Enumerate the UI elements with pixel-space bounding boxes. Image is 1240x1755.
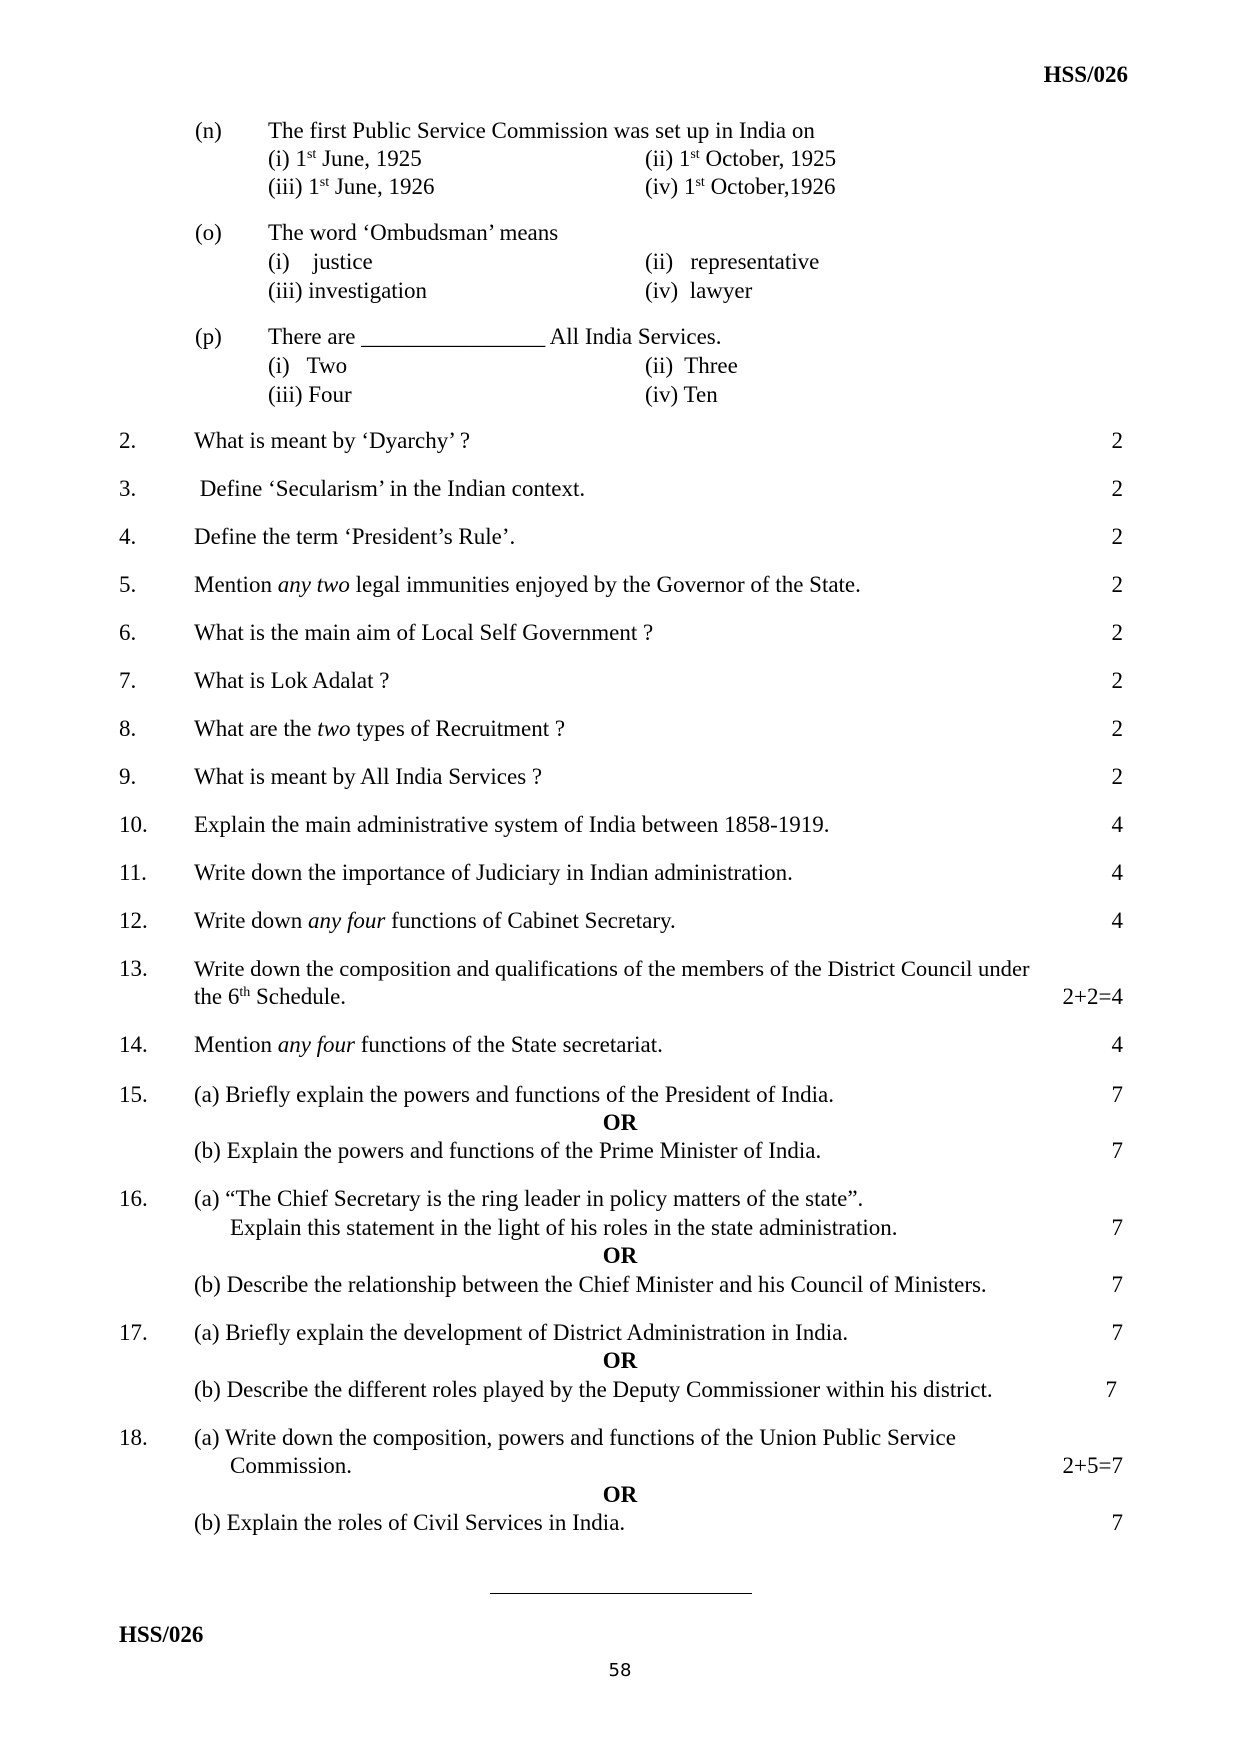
- mcq-option: (i) Two: [268, 353, 348, 378]
- question-number: 10.: [119, 812, 148, 837]
- question-number: 13.: [119, 956, 148, 981]
- question-marks: 7: [1111, 1138, 1123, 1163]
- question-part-a: (a) Write down the composition, powers and functions of the Union Public Service: [194, 1425, 956, 1450]
- question-number: 9.: [119, 764, 137, 789]
- question-text: Define ‘Secularism’ in the Indian context.: [194, 476, 586, 501]
- question-number: 15.: [119, 1082, 148, 1107]
- mcq-option: (i) justice: [268, 249, 373, 274]
- question-text: What is Lok Adalat ?: [194, 668, 390, 693]
- mcq-option: (ii) representative: [645, 249, 820, 274]
- mcq-option: (iii) 1st June, 1926: [268, 174, 435, 199]
- mcq-option: (ii) Three: [645, 353, 738, 378]
- question-marks: 7: [1111, 1320, 1123, 1345]
- question-number: 6.: [119, 620, 137, 645]
- question-text: What is the main aim of Local Self Government ?: [194, 620, 654, 645]
- question-marks: 2+5=7: [1062, 1453, 1123, 1478]
- mcq-option: (iv) Ten: [645, 382, 718, 407]
- mcq-letter: (n): [195, 118, 222, 143]
- question-text: Mention any four functions of the State secretariat.: [194, 1032, 663, 1057]
- question-part-b: (b) Describe the different roles played by the Deputy Commissioner within his district.: [194, 1377, 993, 1402]
- question-text: Write down the importance of Judiciary in Indian administration.: [194, 860, 793, 885]
- question-number: 2.: [119, 428, 137, 453]
- question-marks: 2: [1111, 668, 1123, 693]
- or-separator: OR: [602, 1110, 638, 1135]
- mcq-option: (i) 1st June, 1925: [268, 146, 422, 171]
- or-separator: OR: [602, 1482, 638, 1507]
- question-number: 3.: [119, 476, 137, 501]
- question-text: Mention any two legal immunities enjoyed by the Governor of the State.: [194, 572, 861, 597]
- paper-code-footer: HSS/026: [119, 1622, 204, 1647]
- question-part-a: (a) Briefly explain the development of District Administration in India.: [194, 1320, 849, 1345]
- end-rule: [490, 1593, 752, 1594]
- question-marks: 4: [1111, 812, 1123, 837]
- question-marks: 4: [1111, 908, 1123, 933]
- mcq-question: The word ‘Ombudsman’ means: [268, 220, 559, 245]
- mcq-option: (iv) 1st October,1926: [645, 174, 836, 199]
- question-number: 4.: [119, 524, 137, 549]
- paper-code-header: HSS/026: [1043, 62, 1128, 87]
- mcq-letter: (o): [195, 220, 222, 245]
- question-marks: 2+2=4: [1062, 984, 1123, 1009]
- mcq-option: (iv) lawyer: [645, 278, 753, 303]
- question-marks: 7: [1111, 1082, 1123, 1107]
- question-number: 11.: [119, 860, 147, 885]
- question-text: Write down the composition and qualifications of the members of the District Council under: [194, 956, 1030, 981]
- question-part-a: (a) “The Chief Secretary is the ring leader in policy matters of the state”.: [194, 1186, 864, 1211]
- question-number: 17.: [119, 1320, 148, 1345]
- question-marks: 2: [1111, 620, 1123, 645]
- question-marks: 2: [1111, 764, 1123, 789]
- or-separator: OR: [602, 1348, 638, 1373]
- question-number: 18.: [119, 1425, 148, 1450]
- question-text: What is meant by All India Services ?: [194, 764, 543, 789]
- question-text: Explain the main administrative system of India between 1858-1919.: [194, 812, 830, 837]
- question-marks: 7: [1105, 1377, 1117, 1402]
- page-number: 58: [608, 1660, 632, 1681]
- question-marks: 4: [1111, 860, 1123, 885]
- question-part-b: (b) Explain the powers and functions of the Prime Minister of India.: [194, 1138, 822, 1163]
- question-marks: 2: [1111, 572, 1123, 597]
- question-text-line2: the 6th Schedule.: [194, 984, 347, 1009]
- question-marks: 7: [1111, 1510, 1123, 1535]
- question-marks: 2: [1111, 716, 1123, 741]
- question-part-a: (a) Briefly explain the powers and functions of the President of India.: [194, 1082, 834, 1107]
- question-number: 14.: [119, 1032, 148, 1057]
- mcq-question: There are ________________ All India Services.: [268, 324, 722, 349]
- question-text: What are the two types of Recruitment ?: [194, 716, 566, 741]
- mcq-option: (ii) 1st October, 1925: [645, 146, 837, 171]
- mcq-letter: (p): [195, 324, 222, 349]
- or-separator: OR: [602, 1243, 638, 1268]
- question-marks: 2: [1111, 476, 1123, 501]
- question-number: 7.: [119, 668, 137, 693]
- mcq-question: The first Public Service Commission was set up in India on: [268, 118, 815, 143]
- question-number: 16.: [119, 1186, 148, 1211]
- question-part-b: (b) Explain the roles of Civil Services in India.: [194, 1510, 626, 1535]
- question-number: 12.: [119, 908, 148, 933]
- question-marks: 2: [1111, 428, 1123, 453]
- question-marks: 7: [1111, 1215, 1123, 1240]
- question-number: 5.: [119, 572, 137, 597]
- question-part-a-line2: Commission.: [230, 1453, 353, 1478]
- question-part-a-line2: Explain this statement in the light of his roles in the state administration.: [230, 1215, 898, 1240]
- question-marks: 4: [1111, 1032, 1123, 1057]
- question-part-b: (b) Describe the relationship between the Chief Minister and his Council of Ministers.: [194, 1272, 987, 1297]
- question-marks: 7: [1111, 1272, 1123, 1297]
- question-text: What is meant by ‘Dyarchy’ ?: [194, 428, 471, 453]
- mcq-option: (iii) investigation: [268, 278, 428, 303]
- question-text: Write down any four functions of Cabinet Secretary.: [194, 908, 676, 933]
- mcq-option: (iii) Four: [268, 382, 352, 407]
- question-number: 8.: [119, 716, 137, 741]
- question-marks: 2: [1111, 524, 1123, 549]
- question-text: Define the term ‘President’s Rule’.: [194, 524, 516, 549]
